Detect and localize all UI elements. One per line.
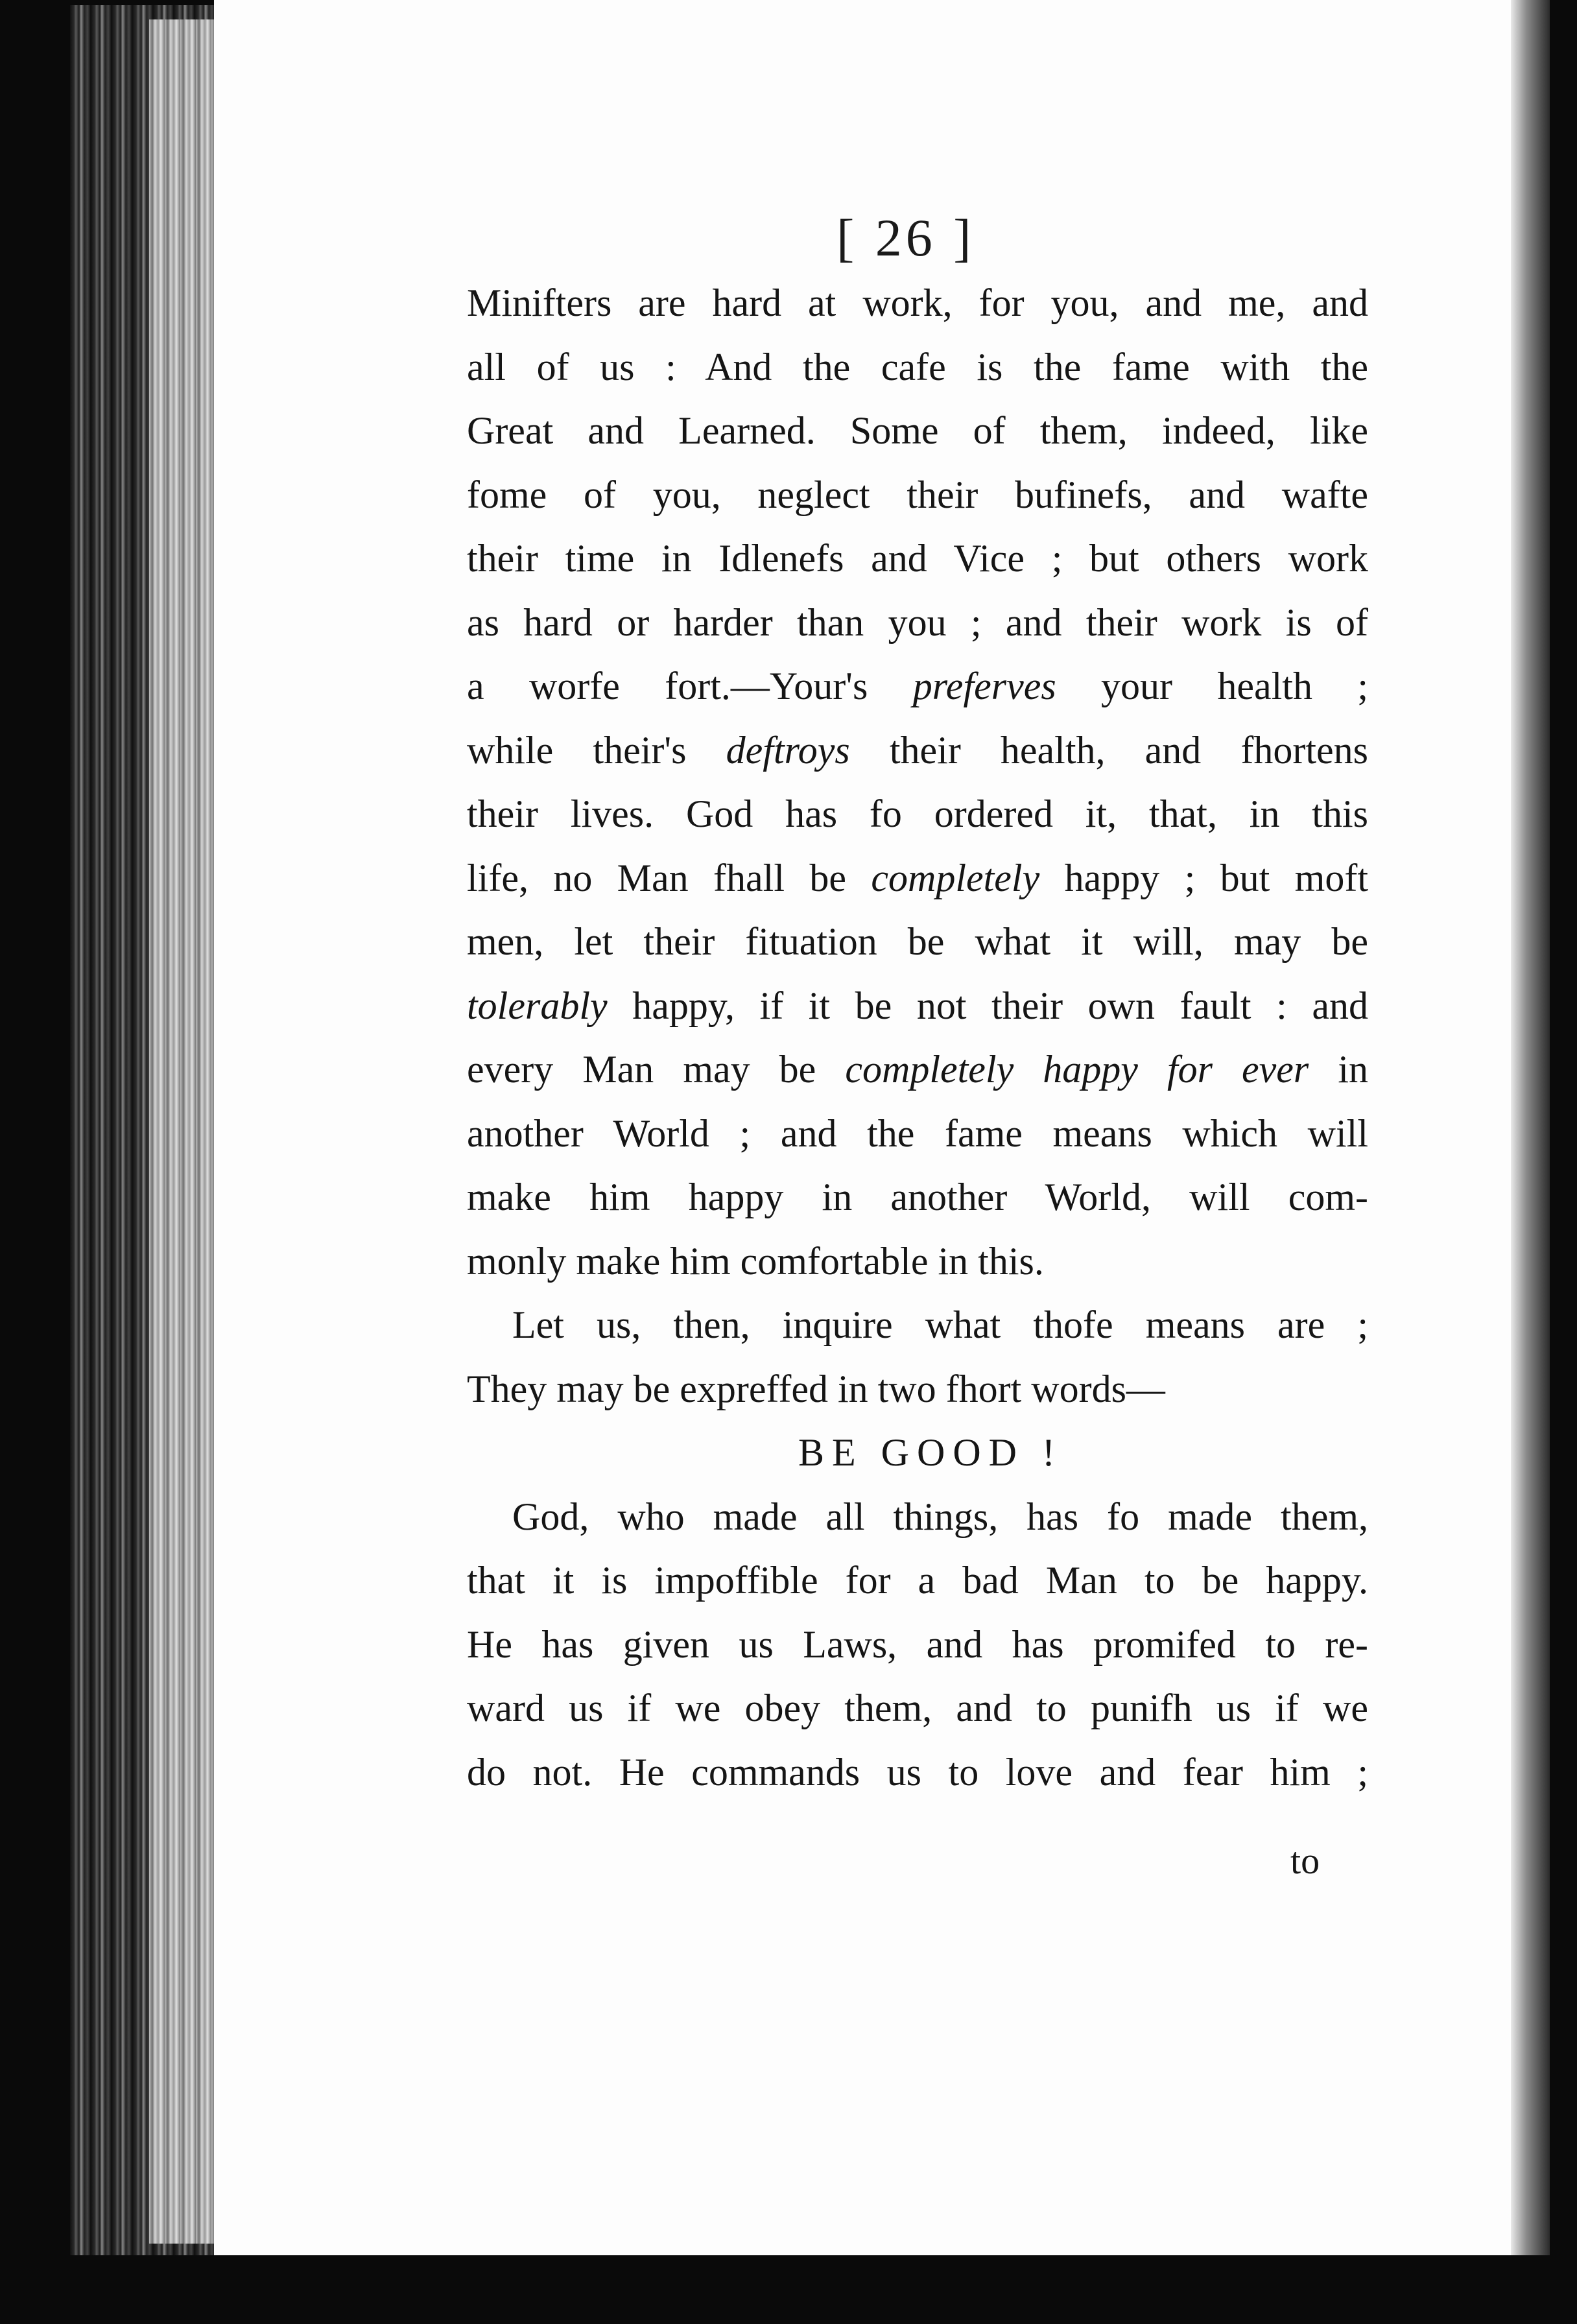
text-line: men, let their fituation be what it will, may be xyxy=(467,920,1368,963)
text-line: a worfe fort.—Your's preferves your health ; xyxy=(467,665,1368,707)
text-line: do not. He commands us to love and fear him ; xyxy=(467,1750,1368,1794)
text-line: ward us if we obey them, and to punifh us if we xyxy=(467,1687,1368,1729)
text-line: Minifters are hard at work, for you, and me, and xyxy=(467,281,1368,324)
text-line: Let us, then, inquire what thofe means are ; xyxy=(512,1303,1368,1346)
catchword: to xyxy=(1290,1840,1320,1882)
text-line: while their's deftroys their health, and fhortens xyxy=(467,728,1368,772)
text-line: fome of you, neglect their bufinefs, and wafte xyxy=(467,473,1368,516)
page-number: [ 26 ] xyxy=(836,208,975,267)
text-line: They may be expreffed in two fhort words— xyxy=(467,1367,1165,1410)
text-line: tolerably happy, if it be not their own fault : and xyxy=(467,984,1368,1027)
section-heading: BE GOOD ! xyxy=(798,1431,1063,1474)
text-line: another World ; and the fame means which will xyxy=(467,1111,1368,1155)
text-line: as hard or harder than you ; and their work is of xyxy=(467,600,1368,644)
book-page-edges-light xyxy=(149,19,220,2244)
text-line: all of us : And the cafe is the fame with the xyxy=(467,345,1368,388)
text-line: that it is impoffible for a bad Man to be happy. xyxy=(467,1559,1368,1602)
body-text xyxy=(467,271,1368,1804)
text-line: their time in Idlenefs and Vice ; but others work xyxy=(467,537,1368,580)
text-line: every Man may be completely happy for ever in xyxy=(467,1048,1369,1091)
book-right-edge xyxy=(1511,0,1550,2255)
text-line: their lives. God has fo ordered it, that, in this xyxy=(467,792,1368,835)
text-line: make him happy in another World, will com- xyxy=(467,1176,1368,1218)
text-line: He has given us Laws, and has promifed to re- xyxy=(467,1622,1368,1666)
text-line: God, who made all things, has fo made them, xyxy=(512,1495,1368,1538)
scan-bottom-border xyxy=(58,2255,1577,2324)
text-line: life, no Man fhall be completely happy ; but moft xyxy=(467,856,1368,899)
text-line: Great and Learned. Some of them, indeed, like xyxy=(467,409,1368,452)
text-line: monly make him comfortable in this. xyxy=(467,1239,1044,1283)
